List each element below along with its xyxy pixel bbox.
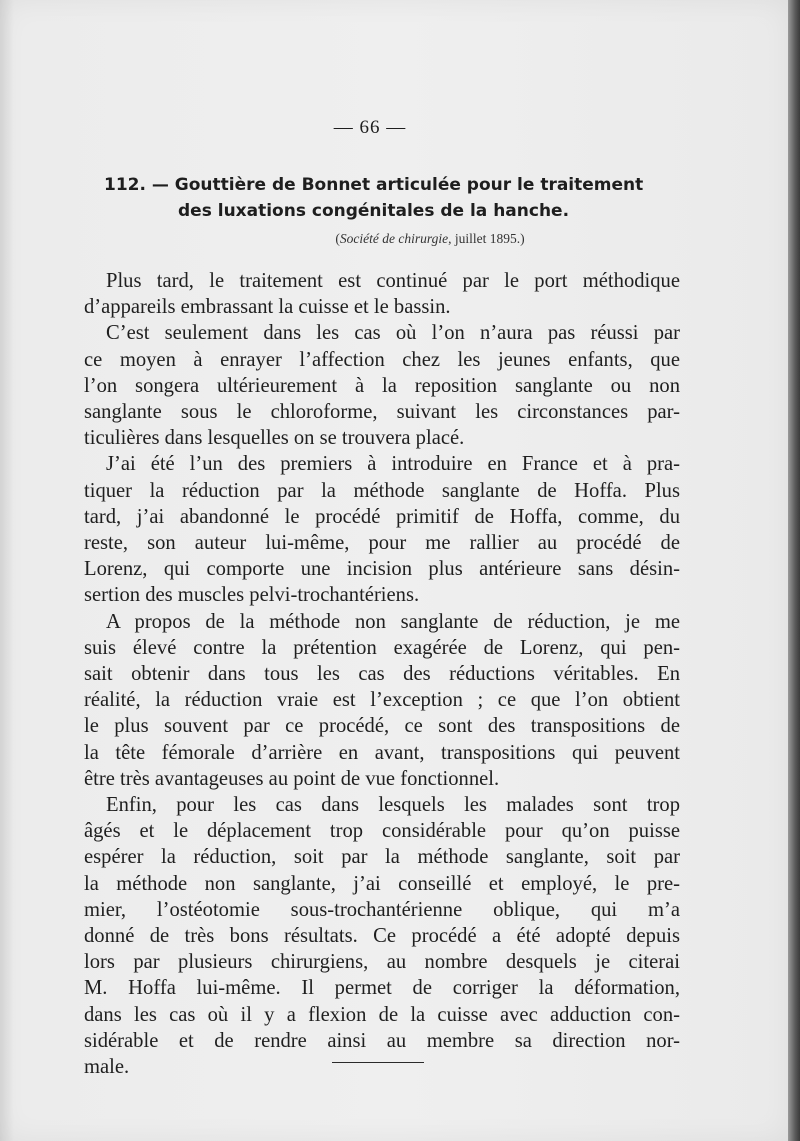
text-line: C’est seulement dans les cas où l’on n’aura pas réussi par <box>106 322 680 345</box>
text-line: âgés et le déplacement trop considérable pour qu’on puisse <box>84 820 680 843</box>
text-line: réalité, la réduction vraie est l’exception ; ce que l’on obtient <box>84 689 680 712</box>
text-line: lors par plusieurs chirurgiens, au nombre desquels je citerai <box>84 951 680 974</box>
text-line: dans les cas où il y a flexion de la cuisse avec adduction con- <box>84 1003 680 1026</box>
text-line: espérer la réduction, soit par la méthode sanglante, soit par <box>84 846 680 869</box>
paragraph <box>84 609 680 792</box>
heading-line-1 <box>104 172 684 198</box>
text-line: mier, l’ostéotomie sous-trochantérienne oblique, qui m’a <box>84 898 680 921</box>
text-line: tard, j’ai abandonné le procédé primitif de Hoffa, comme, du <box>84 505 680 528</box>
page-number: — 66 — <box>333 117 407 138</box>
text-line: tiquer la réduction par la méthode sanglante de Hoffa. Plus <box>84 479 680 502</box>
text-line: Enfin, pour les cas dans lesquels les malades sont trop <box>106 794 680 817</box>
scan-edge <box>788 0 800 1141</box>
text-line: donné de très bons résultats. Ce procédé a été adopté depuis <box>84 925 680 948</box>
paragraph <box>84 451 680 608</box>
text-line: M. Hoffa lui-même. Il permet de corriger la déformation, <box>84 977 680 1000</box>
text-line: sanglante sous le chloroforme, suivant les circonstances par- <box>84 401 680 424</box>
paragraph <box>84 320 680 451</box>
heading-number: 112. — <box>104 175 169 195</box>
text-line: Plus tard, le traitement est continué par le port méthodique <box>106 270 680 292</box>
text-line: sidérable et de rendre ainsi au membre sa direction nor- <box>84 1029 680 1052</box>
text-line: Lorenz, qui comporte une incision plus antérieure sans désin- <box>84 558 680 581</box>
text-line: le plus souvent par ce procédé, ce sont des transpositions de <box>84 715 680 738</box>
text-line: ticulières dans lesquelles on se trouvera placé. <box>84 427 465 450</box>
section-heading <box>104 172 684 224</box>
source-organization: Société de chirurgie <box>339 231 449 246</box>
source-citation <box>0 231 800 247</box>
closing-rule <box>332 1062 424 1063</box>
text-line: la tête fémorale d’arrière en avant, transpositions qui peuvent <box>84 741 680 764</box>
text-line: sertion des muscles pelvi-trochantériens. <box>84 584 420 607</box>
text-line: suis élevé contre la prétention exagérée de Lorenz, qui pen- <box>84 636 680 659</box>
text-line: d’appareils embrassant la cuisse et le bassin. <box>84 296 451 319</box>
text-line: ce moyen à enrayer l’affection chez les jeunes enfants, que <box>84 348 680 371</box>
text-line: être très avantageuses au point de vue fonctionnel. <box>84 767 500 790</box>
text-line: J’ai été l’un des premiers à introduire en France et à pra- <box>106 453 680 476</box>
body-text <box>84 268 680 1080</box>
text-line: reste, son auteur lui-même, pour me rallier au procédé de <box>84 532 680 555</box>
text-line: A propos de la méthode non sanglante de réduction, je me <box>106 610 680 633</box>
heading-title-line-2: des luxations congénitales de la hanche. <box>178 201 570 221</box>
text-line: sait obtenir dans tous les cas des réductions véritables. En <box>84 663 680 686</box>
text-line: male. <box>84 1056 130 1079</box>
paragraph <box>84 792 680 1080</box>
source-date: , juillet 1895.) <box>448 231 525 246</box>
heading-title-line-1: Gouttière de Bonnet articulée pour le traitement <box>174 175 644 195</box>
paragraph <box>84 268 680 320</box>
source-open: ( <box>335 231 340 246</box>
text-line: la méthode non sanglante, j’ai conseillé et employé, le pre- <box>84 872 680 895</box>
text-line: l’on songera ultérieurement à la reposition sanglante ou non <box>84 374 680 397</box>
